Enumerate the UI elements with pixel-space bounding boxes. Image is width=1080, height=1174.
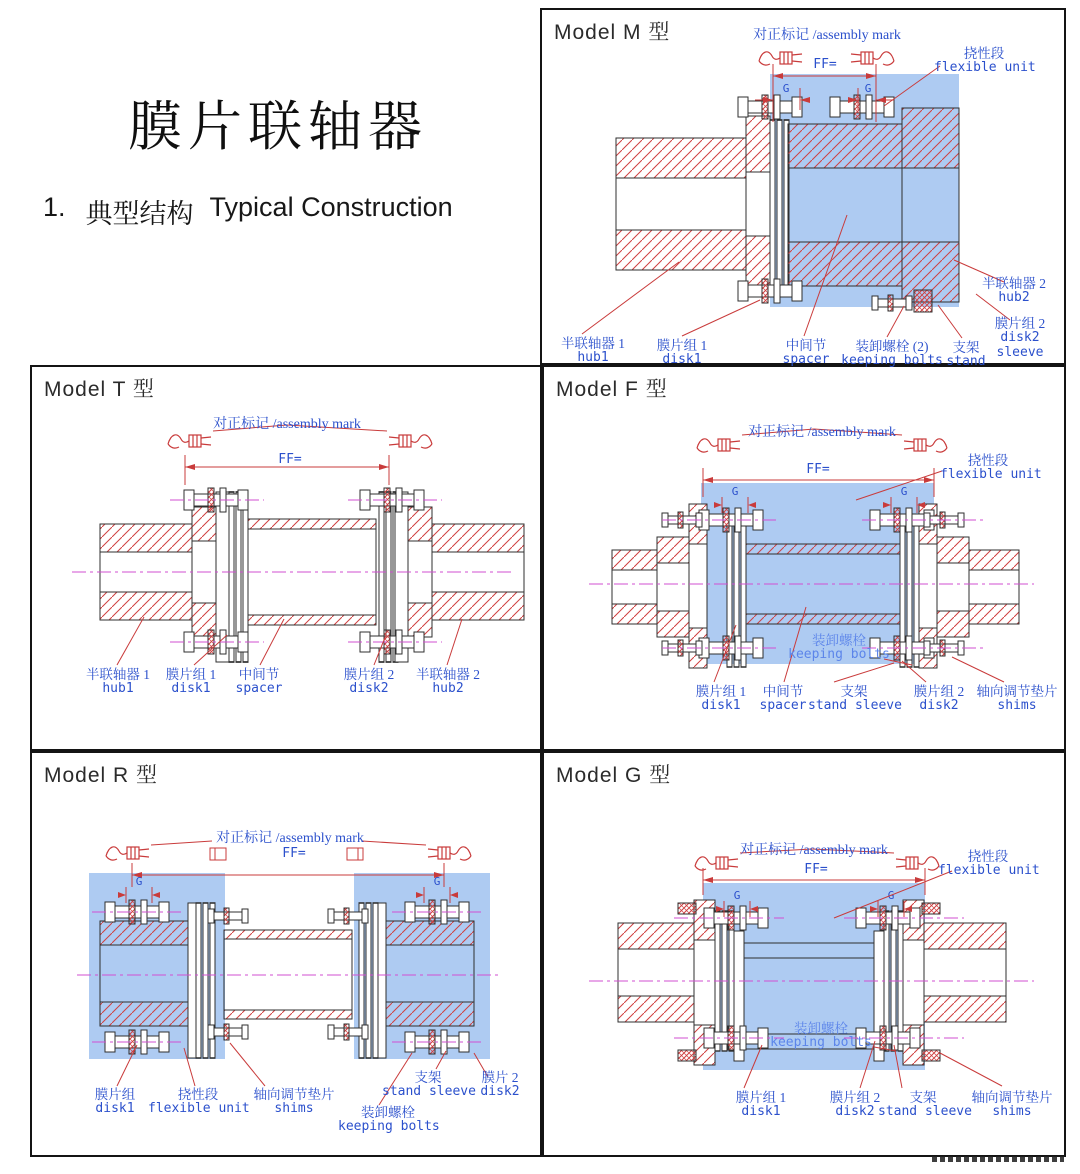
callout-spacer: 中间节 spacer (759, 684, 807, 714)
panel-model-f (542, 365, 1066, 751)
assembly-mark-symbol-right (389, 435, 432, 448)
svg-text:G: G (782, 82, 790, 95)
section-title-zh: 典型结构 (85, 199, 194, 229)
keeping-bolt (872, 295, 912, 311)
panel-title-r: Model R 型 (44, 764, 159, 787)
spacer-bolt-tr (328, 908, 368, 924)
assembly-mark-label: 对正标记 /assembly mark (753, 28, 901, 43)
assembly-mark-symbol-left (106, 847, 149, 860)
section-heading (43, 192, 453, 231)
svg-text:G: G (864, 82, 872, 95)
panel-title-f: Model F 型 (556, 378, 668, 401)
section-number: 1. (43, 192, 66, 222)
svg-text:FF=: FF= (806, 462, 830, 477)
callout-flexible-unit: 挠性段 flexible unit (148, 1087, 250, 1117)
assembly-mark-symbol-right (896, 857, 939, 870)
svg-text:FF=: FF= (813, 57, 837, 72)
stand-bracket (914, 290, 932, 312)
callout-stand: 支架 stand sleeve (382, 1070, 476, 1100)
assembly-mark-symbol-right (428, 847, 471, 860)
page-title: 膜片联轴器 (128, 97, 428, 157)
callout-disk2: 膜片组 2 disk2 sleeve (994, 316, 1046, 360)
callout-shims: 轴向调节垫片 shims (253, 1087, 335, 1117)
spacer-bolt-tl (208, 908, 248, 924)
callout-stand: 支架 stand (946, 340, 986, 370)
callout-disk1: 膜片组 1 disk1 (735, 1090, 787, 1120)
assembly-mark-symbol-left (168, 435, 211, 448)
callout-flexible-unit: 挠性段 flexible unit (940, 453, 1042, 483)
callout-spacer: 中间节 spacer (782, 338, 830, 368)
assembly-mark-label: 对正标记 /assembly mark (216, 831, 364, 846)
section-title-en: Typical Construction (209, 192, 453, 222)
svg-text:FF=: FF= (278, 452, 302, 467)
hub1-section (618, 900, 715, 1065)
panel-model-r (30, 751, 542, 1157)
assembly-mark-symbol-left (697, 439, 740, 452)
panel-title-m: Model M 型 (554, 21, 671, 44)
callout-disk1: 膜片组 1 disk1 (695, 684, 747, 714)
spacer-bolt-bl (208, 1024, 248, 1040)
hub1-section (612, 504, 707, 668)
callout-keeping-bolts: 装卸螺栓 keeping bolts (338, 1105, 440, 1135)
svg-text:G: G (887, 889, 895, 902)
callout-shims: 轴向调节垫片 shims (971, 1090, 1053, 1120)
assembly-mark-symbol-right (851, 52, 894, 65)
svg-text:G: G (731, 485, 739, 498)
callout-flexible-unit: 挠性段 flexible unit (938, 849, 1040, 879)
callout-keeping-bolts: 装卸螺栓 keeping bolts (770, 1021, 872, 1051)
callout-stand: 支架 stand sleeve (878, 1090, 972, 1120)
callout-disk2: 膜片组 2 disk2 (913, 684, 965, 714)
callout-disk1: 膜片组 1 disk1 (165, 667, 217, 697)
callout-hub2: 半联轴器 2 hub2 (981, 276, 1047, 306)
panel-title-g: Model G 型 (556, 764, 672, 787)
watermark-fragment (932, 1156, 1064, 1162)
assembly-mark-symbol-left (759, 52, 802, 65)
callout-shims: 轴向调节垫片 shims (976, 684, 1058, 714)
callout-disk1: 膜片组 1 disk1 (656, 338, 708, 368)
callout-disk2: 膜片 2 disk2 (480, 1070, 520, 1100)
assembly-mark-label: 对正标记 /assembly mark (740, 843, 888, 858)
callout-disk2: 膜片组 2 disk2 (343, 667, 395, 697)
ff-dimension (185, 452, 389, 485)
callout-keeping-bolts: 装卸螺栓 keeping bolts (788, 633, 890, 663)
callout-keeping-bolts: 装卸螺栓 (2) keeping bolts (841, 339, 943, 369)
panel-title-t: Model T 型 (44, 378, 155, 401)
svg-text:G: G (733, 889, 741, 902)
svg-text:G: G (135, 875, 143, 888)
panel-model-t (30, 365, 542, 751)
svg-text:G: G (433, 875, 441, 888)
callout-disk2: 膜片组 2 disk2 (829, 1090, 881, 1120)
svg-text:FF=: FF= (804, 862, 828, 877)
panel-model-g (542, 751, 1066, 1157)
assembly-mark-symbol-right (904, 439, 947, 452)
spacer-bolt-br (328, 1024, 368, 1040)
panel-model-m (540, 8, 1066, 370)
callout-spacer: 中间节 spacer (235, 667, 283, 697)
assembly-mark-symbol-left (695, 857, 738, 870)
disk-pack-1 (770, 120, 789, 288)
callout-flexible-unit: 挠性段 flexible unit (934, 46, 1036, 76)
svg-text:G: G (900, 485, 908, 498)
callout-hub2: 半联轴器 2 hub2 (415, 667, 481, 697)
hub1-section (616, 116, 770, 292)
svg-text:FF=: FF= (282, 846, 306, 861)
assembly-mark-label: 对正标记 /assembly mark (213, 417, 361, 432)
callout-hub1: 半联轴器 1 hub1 (85, 667, 151, 697)
assembly-mark-label: 对正标记 /assembly mark (748, 425, 896, 440)
callout-stand: 支架 stand sleeve (808, 684, 902, 714)
callout-disk1: 膜片组 disk1 (94, 1087, 136, 1117)
callout-hub1: 半联轴器 1 hub1 (560, 336, 626, 366)
